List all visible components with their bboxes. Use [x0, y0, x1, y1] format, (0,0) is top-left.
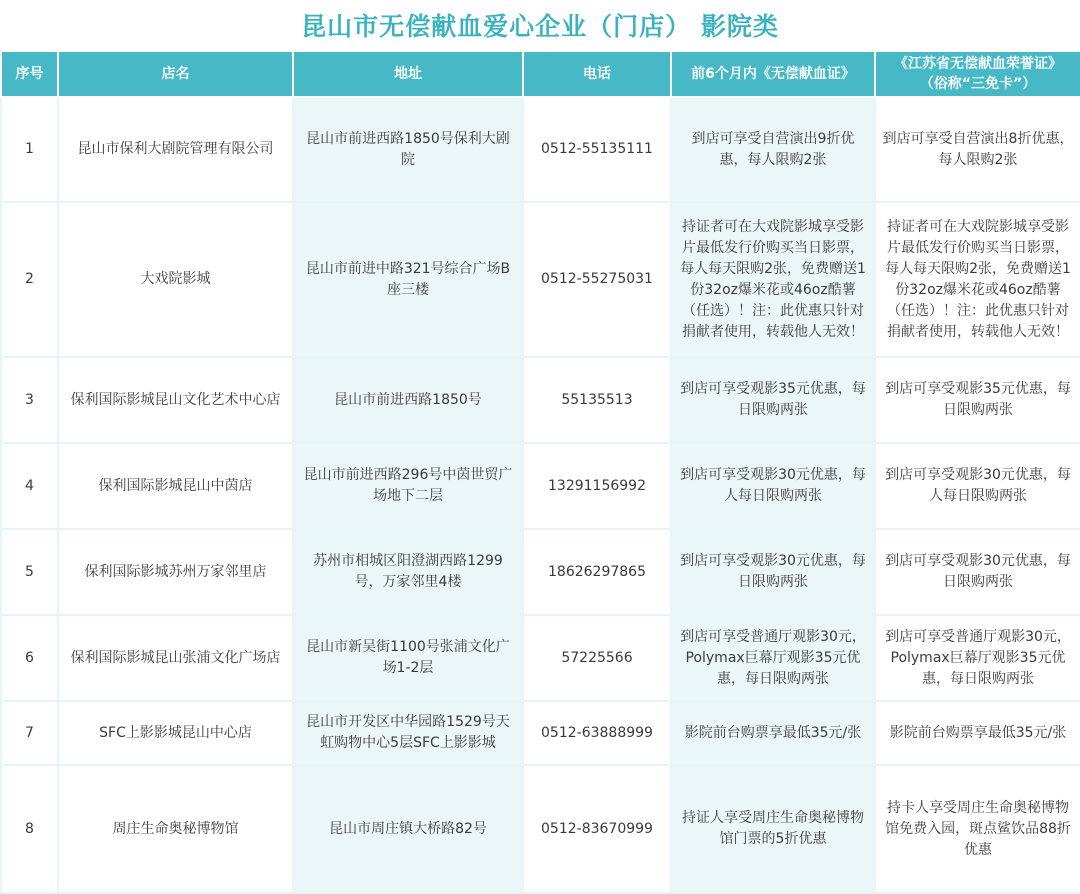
cell-honor-offer: 到店可享受普通厅观影30元，Polymax巨幕厅观影35元优惠，每日限购两张 [875, 615, 1080, 701]
cell-phone: 55135513 [523, 357, 671, 443]
cell-phone: 0512-55135111 [523, 97, 671, 202]
title-bar [0, 0, 1080, 50]
cell-index: 4 [1, 443, 58, 529]
header-phone: 电话 [523, 51, 671, 97]
table-row [1, 97, 1080, 202]
header-honor-line1: 《江苏省无偿献血荣誉证》 [894, 56, 1062, 72]
header-store-name: 店名 [58, 51, 293, 97]
cell-store-name: 保利国际影城昆山文化艺术中心店 [58, 357, 293, 443]
table-row [1, 202, 1080, 357]
cell-donation-offer: 到店可享受自营演出9折优惠，每人限购2张 [671, 97, 875, 202]
cell-donation-offer: 到店可享受观影35元优惠，每日限购两张 [671, 357, 875, 443]
cell-donation-offer: 持证者可在大戏院影城享受影片最低发行价购买当日影票，每人每天限购2张，免费赠送1份32oz爆米花或46oz酷薯（任选）！注：此优惠只针对捐献者使用，转载他人无效！ [671, 202, 875, 357]
cell-phone: 18626297865 [523, 529, 671, 615]
cell-index: 5 [1, 529, 58, 615]
cell-address: 昆山市前进中路321号综合广场B座三楼 [293, 202, 523, 357]
cell-address: 昆山市周庄镇大桥路82号 [293, 765, 523, 893]
cell-store-name: 保利国际影城昆山张浦文化广场店 [58, 615, 293, 701]
cell-address: 昆山市开发区中华园路1529号天虹购物中心5层SFC上影影城 [293, 701, 523, 765]
cell-store-name: 保利国际影城苏州万家邻里店 [58, 529, 293, 615]
cell-honor-offer: 持卡人享受周庄生命奥秘博物馆免费入园，斑点鲨饮品88折优惠 [875, 765, 1080, 893]
cell-donation-offer: 到店可享受观影30元优惠，每日限购两张 [671, 529, 875, 615]
cell-honor-offer: 到店可享受观影35元优惠，每日限购两张 [875, 357, 1080, 443]
table-row [1, 443, 1080, 529]
table-row [1, 529, 1080, 615]
cell-store-name: 大戏院影城 [58, 202, 293, 357]
cell-store-name: 周庄生命奥秘博物馆 [58, 765, 293, 893]
cell-store-name: 保利国际影城昆山中茵店 [58, 443, 293, 529]
header-index: 序号 [1, 51, 58, 97]
cell-index: 1 [1, 97, 58, 202]
cell-address: 昆山市前进西路1850号 [293, 357, 523, 443]
cell-index: 2 [1, 202, 58, 357]
cell-index: 7 [1, 701, 58, 765]
table-row [1, 765, 1080, 893]
table-row [1, 615, 1080, 701]
cell-phone: 57225566 [523, 615, 671, 701]
cell-index: 3 [1, 357, 58, 443]
cell-address: 昆山市前进西路1850号保利大剧院 [293, 97, 523, 202]
cell-honor-offer: 影院前台购票享最低35元/张 [875, 701, 1080, 765]
cell-address: 昆山市新吴街1100号张浦文化广场1-2层 [293, 615, 523, 701]
cell-phone: 13291156992 [523, 443, 671, 529]
header-donation-certificate: 前6个月内《无偿献血证》 [671, 51, 875, 97]
cell-donation-offer: 到店可享受观影30元优惠，每人每日限购两张 [671, 443, 875, 529]
enterprise-table [0, 50, 1080, 894]
cell-honor-offer: 到店可享受自营演出8折优惠，每人限购2张 [875, 97, 1080, 202]
page-title: 昆山市无偿献血爱心企业（门店） 影院类 [301, 12, 779, 41]
cell-donation-offer: 到店可享受普通厅观影30元，Polymax巨幕厅观影35元优惠，每日限购两张 [671, 615, 875, 701]
cell-index: 6 [1, 615, 58, 701]
cell-address: 昆山市前进西路296号中茵世贸广场地下二层 [293, 443, 523, 529]
table-row [1, 357, 1080, 443]
cell-store-name: SFC上影影城昆山中心店 [58, 701, 293, 765]
cell-honor-offer: 到店可享受观影30元优惠，每日限购两张 [875, 529, 1080, 615]
cell-index: 8 [1, 765, 58, 893]
table-header-row [1, 51, 1080, 97]
cell-phone: 0512-55275031 [523, 202, 671, 357]
cell-honor-offer: 到店可享受观影30元优惠，每人每日限购两张 [875, 443, 1080, 529]
cell-honor-offer: 持证者可在大戏院影城享受影片最低发行价购买当日影票，每人每天限购2张，免费赠送1份32oz爆米花或46oz酷薯（任选）！注：此优惠只针对捐献者使用，转载他人无效！ [875, 202, 1080, 357]
cell-donation-offer: 影院前台购票享最低35元/张 [671, 701, 875, 765]
header-honor-line2: （俗称“三免卡”） [919, 76, 1037, 92]
cell-phone: 0512-83670999 [523, 765, 671, 893]
table-row [1, 701, 1080, 765]
cell-store-name: 昆山市保利大剧院管理有限公司 [58, 97, 293, 202]
header-honor-certificate [875, 51, 1080, 97]
cell-donation-offer: 持证人享受周庄生命奥秘博物馆门票的5折优惠 [671, 765, 875, 893]
header-address: 地址 [293, 51, 523, 97]
cell-phone: 0512-63888999 [523, 701, 671, 765]
cell-address: 苏州市相城区阳澄湖西路1299号，万家邻里4楼 [293, 529, 523, 615]
